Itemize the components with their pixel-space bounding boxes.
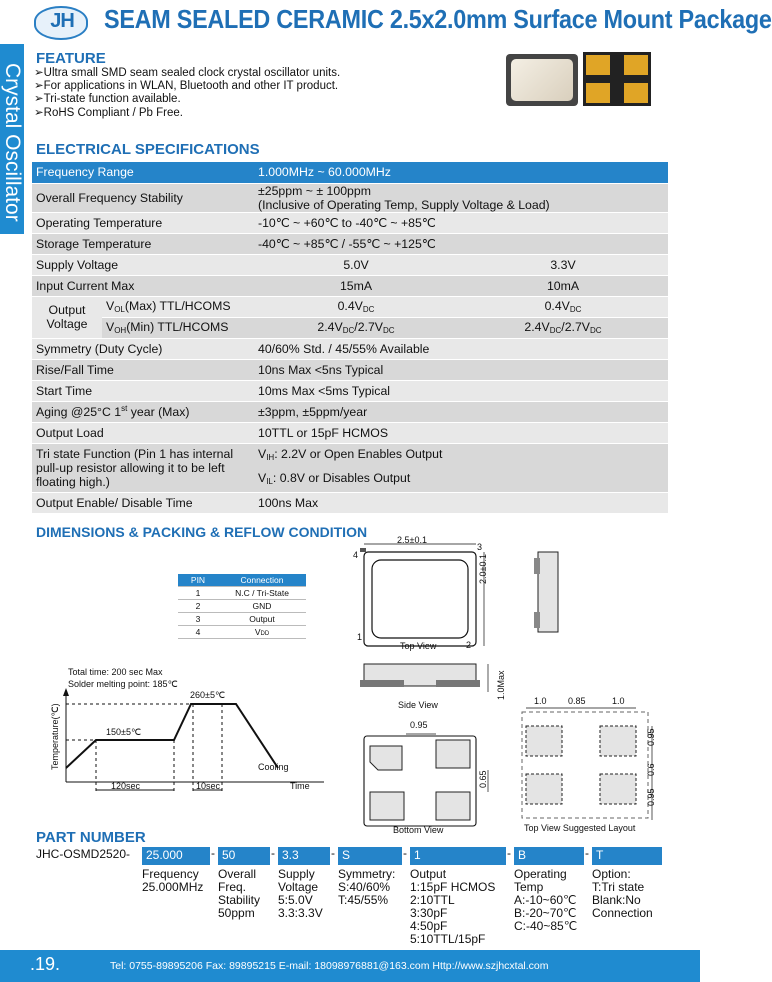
voh-b-mid: /2.7V <box>561 320 590 334</box>
voh-label-sub: OH <box>114 326 127 335</box>
spec-value: -10℃ ~ +60℃ to -40℃ ~ +85℃ <box>254 212 668 233</box>
spec-label: Start Time <box>32 380 254 401</box>
table-row <box>32 162 668 183</box>
reflow-solder: Solder melting point: 185℃ <box>68 679 178 689</box>
side-label: Crystal Oscillator <box>1 62 24 222</box>
spec-value <box>458 317 668 338</box>
voh-a-sub: DC <box>342 326 355 335</box>
pn-desc-voltage <box>278 868 323 920</box>
table-row <box>32 401 668 422</box>
spec-value <box>254 296 458 317</box>
layout-pad <box>600 774 636 804</box>
pn-desc-line: Blank:No <box>592 893 641 907</box>
vol-label-sub: OL <box>114 305 125 314</box>
pn-desc-line: T:45/55% <box>338 893 389 907</box>
spec-value <box>254 443 668 492</box>
table-row <box>32 422 668 443</box>
vol-b: 0.4V <box>544 299 570 313</box>
pn-desc-line: Option: <box>592 867 631 881</box>
spec-label: Storage Temperature <box>32 233 254 254</box>
voh-a: 2.4V <box>317 320 343 334</box>
pn-desc-stability <box>218 868 260 920</box>
right-side-pin <box>534 558 540 574</box>
pn-desc-line: Supply <box>278 867 315 881</box>
pin-cell: 4 <box>178 626 218 639</box>
vol-b-sub: DC <box>569 305 582 314</box>
pn-desc-line: B:-20~70℃ <box>514 906 577 920</box>
reflow-arrow <box>63 688 69 696</box>
dim-label: 2.5±0.1 <box>397 535 427 545</box>
voh-label-post: (Min) TTL/HCOMS <box>126 320 229 334</box>
spec-value: 5.0V <box>254 254 458 275</box>
bottom-view-label: Bottom View <box>393 825 444 835</box>
table-row <box>178 626 306 639</box>
pn-desc-output <box>410 868 495 946</box>
dim-label: 0.85 <box>568 696 586 706</box>
table-row <box>32 380 668 401</box>
spec-label: Operating Temperature <box>32 212 254 233</box>
spec-label <box>102 317 254 338</box>
top-view-lid <box>372 560 468 638</box>
pn-desc-line: 25.000MHz <box>142 880 204 894</box>
pn-box-frequency: 25.000 <box>142 847 210 865</box>
right-side-view <box>538 552 558 632</box>
pn-box-voltage: 3.3 <box>278 847 330 865</box>
table-row <box>178 613 306 626</box>
table-row <box>32 212 668 233</box>
footer-contact: Tel: 0755-89895206 Fax: 89895215 E-mail: 18098976881@163.com Http://www.szjhcxtal.com <box>110 960 549 972</box>
table-row <box>32 254 668 275</box>
feature-item: ➢Ultra small SMD seam sealed clock crystal oscillator units. <box>34 67 341 79</box>
pn-dash: - <box>403 846 407 860</box>
conn-v: V <box>254 627 261 637</box>
logo-text: JH <box>50 10 74 32</box>
pn-desc-line: Temp <box>514 880 544 894</box>
pn-desc-line: C:-40~85℃ <box>514 919 578 933</box>
aging-label-post: year (Max) <box>127 405 190 420</box>
corner-label: 2 <box>466 640 472 650</box>
tri-v2-post: : 0.8V or Disables Output <box>272 470 411 485</box>
voh-a-mid: /2.7V <box>354 320 383 334</box>
table-row <box>178 574 306 587</box>
bottom-pad <box>370 746 402 770</box>
dim-label: 1.0 <box>612 696 625 706</box>
tri-line <box>258 468 664 492</box>
pn-desc-line: S:40/60% <box>338 880 391 894</box>
spec-label: Input Current Max <box>32 275 254 296</box>
layout-pad <box>526 774 562 804</box>
pin-table <box>178 574 306 639</box>
pn-desc-line: T:Tri state <box>592 880 645 894</box>
pn-dash: - <box>331 846 335 860</box>
pn-desc-temp <box>514 868 577 933</box>
table-row <box>32 359 668 380</box>
aging-label-sup: st <box>121 403 128 413</box>
pn-dash: - <box>271 846 275 860</box>
page-number: .19. <box>30 954 61 974</box>
table-row <box>32 492 668 513</box>
table-row <box>178 587 306 600</box>
reflow-profile-chart <box>56 688 326 798</box>
spec-label: Output Enable/ Disable Time <box>32 492 254 513</box>
tri-v1: V <box>258 446 267 461</box>
spec-value: 10ns Max <5ns Typical <box>254 359 668 380</box>
feature-item: ➢Tri-state function available. <box>34 93 181 105</box>
vol-label-v: V <box>106 299 115 313</box>
pn-desc-option <box>592 868 653 920</box>
conn-head: Connection <box>218 574 306 587</box>
spec-label: Frequency Range <box>32 162 254 183</box>
table-row <box>32 275 668 296</box>
spec-value: 1.000MHz ~ 60.000MHz <box>254 162 668 183</box>
spec-value <box>458 296 668 317</box>
spec-value: 10ms Max <5ms Typical <box>254 380 668 401</box>
pn-box-symmetry: S <box>338 847 402 865</box>
reflow-peak-label: 260±5℃ <box>190 690 226 700</box>
pn-desc-line: 2:10TTL <box>410 893 455 907</box>
dim-label: 0.95 <box>410 720 428 730</box>
spec-value <box>254 183 668 212</box>
reflow-t2-label: 10sec <box>196 781 221 791</box>
spec-value-line: ±25ppm ~ ± 100ppm <box>258 183 371 198</box>
conn-cell <box>218 626 306 639</box>
pn-desc-line: Voltage <box>278 880 319 894</box>
spec-label: Output Load <box>32 422 254 443</box>
pn-box-option: T <box>592 847 662 865</box>
spec-value: 40/60% Std. / 45/55% Available <box>254 338 668 359</box>
pn-desc-line: Symmetry: <box>338 867 396 881</box>
partnumber-prefix: JHC-OSMD2520- <box>36 847 131 861</box>
dim-label: 0.95 <box>646 728 656 746</box>
aging-label: Aging @25°C 1 <box>36 405 122 420</box>
spec-label: Rise/Fall Time <box>32 359 254 380</box>
partnumber-heading: PART NUMBER <box>36 829 146 846</box>
reflow-total-time: Total time: 200 sec Max <box>68 667 163 677</box>
page-title: SEAM SEALED CERAMIC 2.5x2.0mm Surface Mount Package <box>104 4 772 34</box>
side-view-label: Side View <box>398 700 438 710</box>
spec-value: 10TTL or 15pF HCMOS <box>254 422 668 443</box>
pn-desc-line: A:-10~60℃ <box>514 893 577 907</box>
feature-item: ➢RoHS Compliant / Pb Free. <box>34 107 183 119</box>
right-side-pin <box>534 612 540 628</box>
spec-value: -40℃ ~ +85℃ / -55℃ ~ +125℃ <box>254 233 668 254</box>
side-view-pad <box>360 680 404 687</box>
bottom-pad <box>436 740 470 768</box>
table-row <box>178 600 306 613</box>
pn-desc-line: Frequency <box>142 867 199 881</box>
spec-label: Tri state Function (Pin 1 has internal pull-up resistor allowing it to be left floating high.) <box>32 443 254 492</box>
dim-label: 0.95 <box>646 788 656 806</box>
reflow-curve <box>66 704 278 768</box>
tri-v2-sub: IL <box>266 476 273 486</box>
reflow-cooling-label: Cooling <box>258 762 289 772</box>
pn-dash: - <box>585 846 589 860</box>
voh-b-sub: DC <box>590 326 602 335</box>
conn-cell: Output <box>218 613 306 626</box>
pn-desc-line: Connection <box>592 906 653 920</box>
bottom-pad <box>370 792 404 820</box>
conn-sub: DD <box>260 631 270 637</box>
pn-desc-line: 50ppm <box>218 906 255 920</box>
electrical-spec-table <box>32 162 668 514</box>
pn-desc-symmetry <box>338 868 395 907</box>
corner-label: 3 <box>477 542 483 552</box>
pn-desc-line: 3:30pF <box>410 906 448 920</box>
layout-pad <box>526 726 562 756</box>
layout-view-label: Top View Suggested Layout <box>524 823 636 833</box>
table-row <box>32 296 668 317</box>
tri-v1-sub: IH <box>266 452 275 462</box>
spec-label: Overall Frequency Stability <box>32 183 254 212</box>
feature-item: ➢For applications in WLAN, Bluetooth and other IT product. <box>34 80 339 92</box>
table-row <box>32 183 668 212</box>
spec-value: 3.3V <box>458 254 668 275</box>
pn-desc-line: 5:10TTL/15pF <box>410 932 486 946</box>
corner-label: 4 <box>353 550 359 560</box>
pn-desc-line: 1:15pF HCMOS <box>410 880 496 894</box>
pn-desc-line: Operating <box>514 867 567 881</box>
top-view-pin <box>360 548 366 552</box>
pn-dash: - <box>211 846 215 860</box>
electrical-heading: ELECTRICAL SPECIFICATIONS <box>36 141 260 158</box>
reflow-x-label: Time <box>290 781 310 791</box>
table-row <box>32 443 668 492</box>
corner-label: 1 <box>357 632 363 642</box>
spec-label <box>32 401 254 422</box>
dim-label: 1.0 <box>534 696 547 706</box>
pn-box-stability: 50 <box>218 847 270 865</box>
pin-cell: 1 <box>178 587 218 600</box>
tri-v1-post: : 2.2V or Open Enables Output <box>274 446 443 461</box>
conn-cell: GND <box>218 600 306 613</box>
pn-desc-line: 4:50pF <box>410 919 448 933</box>
tri-line <box>258 444 664 468</box>
spec-value: ±3ppm, ±5ppm/year <box>254 401 668 422</box>
voh-a-sub: DC <box>383 326 395 335</box>
vol-a: 0.4V <box>337 299 363 313</box>
product-photo-bottom <box>583 52 651 106</box>
pin-cell: 3 <box>178 613 218 626</box>
pn-box-temp: B <box>514 847 584 865</box>
spec-value: 15mA <box>254 275 458 296</box>
voh-b-sub: DC <box>549 326 562 335</box>
reflow-preheat-label: 150±5℃ <box>106 727 142 737</box>
spec-value: 10mA <box>458 275 668 296</box>
layout-pad <box>600 726 636 756</box>
pn-desc-line: Freq. <box>218 880 247 894</box>
side-view-pad <box>436 680 480 687</box>
pin-head: PIN <box>178 574 218 587</box>
top-view-label: Top View <box>400 641 437 651</box>
feature-heading: FEATURE <box>36 50 106 67</box>
spec-value: 100ns Max <box>254 492 668 513</box>
dimensions-heading: DIMENSIONS & PACKING & REFLOW CONDITION <box>36 524 368 540</box>
table-row <box>32 338 668 359</box>
spec-label: Supply Voltage <box>32 254 254 275</box>
pn-box-output: 1 <box>410 847 506 865</box>
spec-value-line: (Inclusive of Operating Temp, Supply Voltage & Load) <box>258 197 550 212</box>
vol-a-sub: DC <box>362 305 375 314</box>
voh-b: 2.4V <box>524 320 550 334</box>
spec-label <box>102 296 254 317</box>
spec-label: Symmetry (Duty Cycle) <box>32 338 254 359</box>
spec-label: Output Voltage <box>32 296 102 338</box>
pn-desc-line: 5:5.0V <box>278 893 313 907</box>
dim-label: 1.0Max <box>496 670 506 700</box>
pn-desc-line: 3.3:3.3V <box>278 906 323 920</box>
table-row <box>32 233 668 254</box>
product-photo-top <box>506 54 578 106</box>
vol-label-post: (Max) TTL/HCOMS <box>124 299 231 313</box>
voh-label-v: V <box>106 320 115 334</box>
dim-label: 0.6 <box>646 763 656 776</box>
pn-desc-line: Output <box>410 867 447 881</box>
table-row <box>32 317 668 338</box>
dim-label: 2.0±0.1 <box>478 554 488 584</box>
spec-value <box>254 317 458 338</box>
pn-desc-line: Stability <box>218 893 261 907</box>
dim-label: 0.65 <box>478 770 488 788</box>
reflow-y-label: Temperature(℃) <box>50 703 60 770</box>
pin-cell: 2 <box>178 600 218 613</box>
tri-v2: V <box>258 470 267 485</box>
bottom-pad <box>436 792 470 820</box>
pn-desc-line: Overall <box>218 867 257 881</box>
pn-desc-frequency <box>142 868 203 894</box>
reflow-t1-label: 120sec <box>111 781 141 791</box>
pn-dash: - <box>507 846 511 860</box>
conn-cell: N.C / Tri-State <box>218 587 306 600</box>
